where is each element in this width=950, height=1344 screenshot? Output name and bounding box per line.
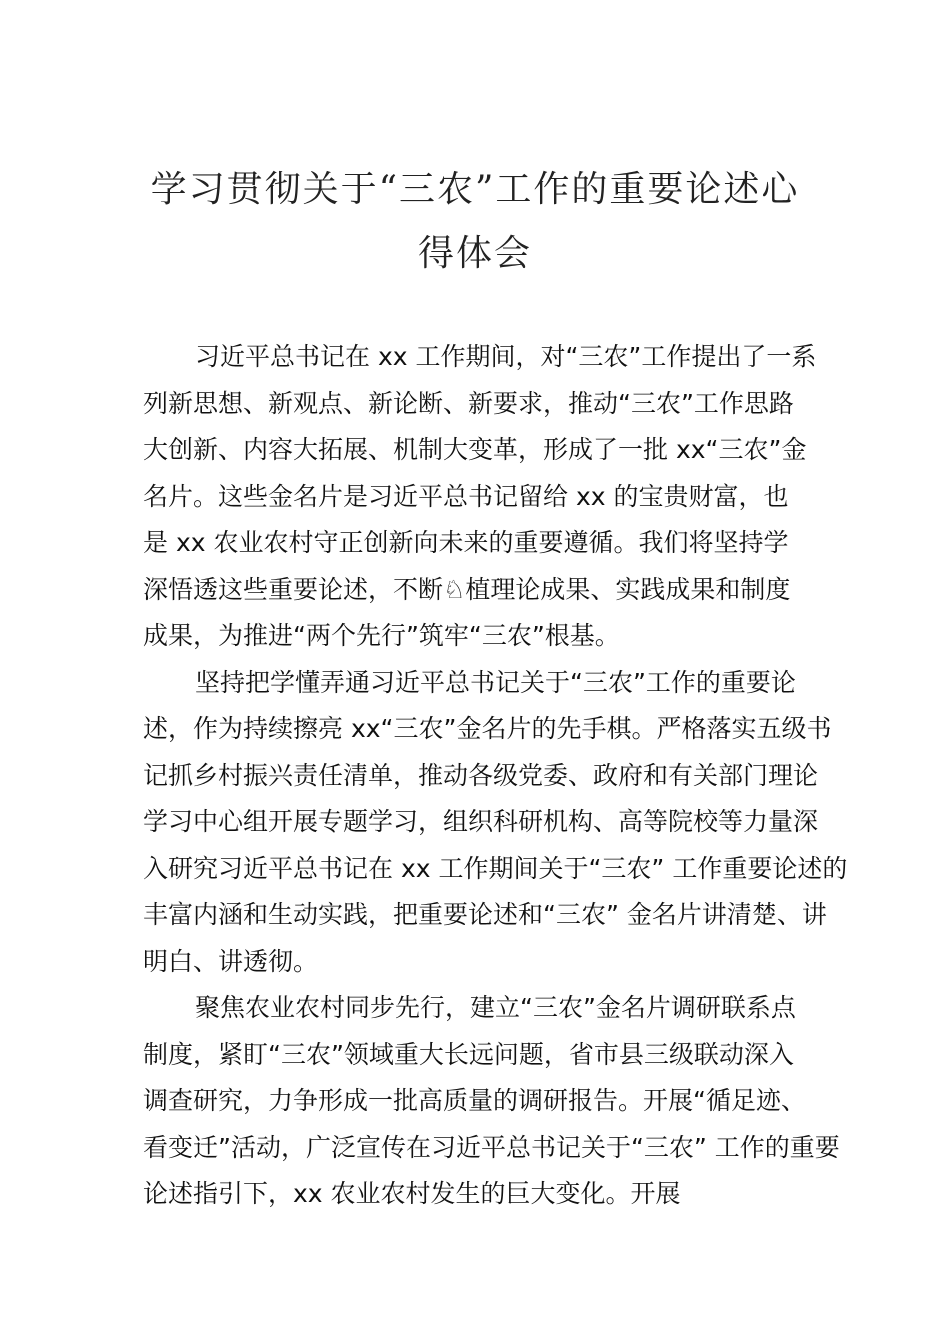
document-body xyxy=(143,334,848,1218)
text-line: 丰富内涵和生动实践，把重要论述和“三农” 金名片讲清楚、讲 xyxy=(143,900,827,929)
text-line: 成果，为推进“两个先行”筑牢“三农”根基。 xyxy=(143,621,620,650)
document-title xyxy=(120,158,830,286)
paragraph-1 xyxy=(143,334,833,660)
text-line: 深悟透这些重要论述，不断♘植理论成果、实践成果和制度 xyxy=(143,574,791,604)
text-line: 述，作为持续擦亮 xx“三农”金名片的先手棋。严格落实五级书 xyxy=(143,714,832,743)
text-line: 聚焦农业农村同步先行，建立“三农”金名片调研联系点 xyxy=(195,993,796,1022)
paragraph-3 xyxy=(143,985,840,1218)
text-line: 学习中心组开展专题学习，组织科研机构、高等院校等力量深 xyxy=(143,807,819,836)
text-line: 记抓乡村振兴责任清单，推动各级党委、政府和有关部门理论 xyxy=(143,760,819,790)
text-line: 调查研究，力争形成一批高质量的调研报告。开展“循足迹、 xyxy=(143,1086,806,1115)
text-line: 入研究习近平总书记在 xx 工作期间关于“三农” 工作重要论述的 xyxy=(143,853,848,883)
text-line: 习近平总书记在 xx 工作期间，对“三农”工作提出了一系 xyxy=(195,342,817,371)
text-line: 列新思想、新观点、新论断、新要求，推动“三农”工作思路 xyxy=(143,388,794,418)
text-line: 明白、讲透彻。 xyxy=(143,946,319,976)
text-line: 坚持把学懂弄通习近平总书记关于“三农”工作的重要论 xyxy=(195,667,796,697)
title-line: 学习贯彻关于“三农”工作的重要论述心 xyxy=(150,169,800,210)
text-line: 制度，紧盯“三农”领域重大长远问题，省市县三级联动深入 xyxy=(143,1039,794,1069)
text-line: 看变迁”活动，广泛宣传在习近平总书记关于“三农” 工作的重要 xyxy=(143,1132,840,1162)
text-line: 是 xx 农业农村守正创新向未来的重要遵循。我们将坚持学 xyxy=(143,528,789,557)
title-line: 得体会 xyxy=(417,233,532,274)
text-line: 论述指引下，xx 农业农村发生的巨大变化。开展 xyxy=(143,1179,681,1208)
paragraph-2 xyxy=(143,660,848,986)
text-line: 名片。这些金名片是习近平总书记留给 xx 的宝贵财富，也 xyxy=(143,481,789,511)
text-line: 大创新、内容大拓展、机制大变革，形成了一批 xx“三农”金 xyxy=(143,435,807,464)
